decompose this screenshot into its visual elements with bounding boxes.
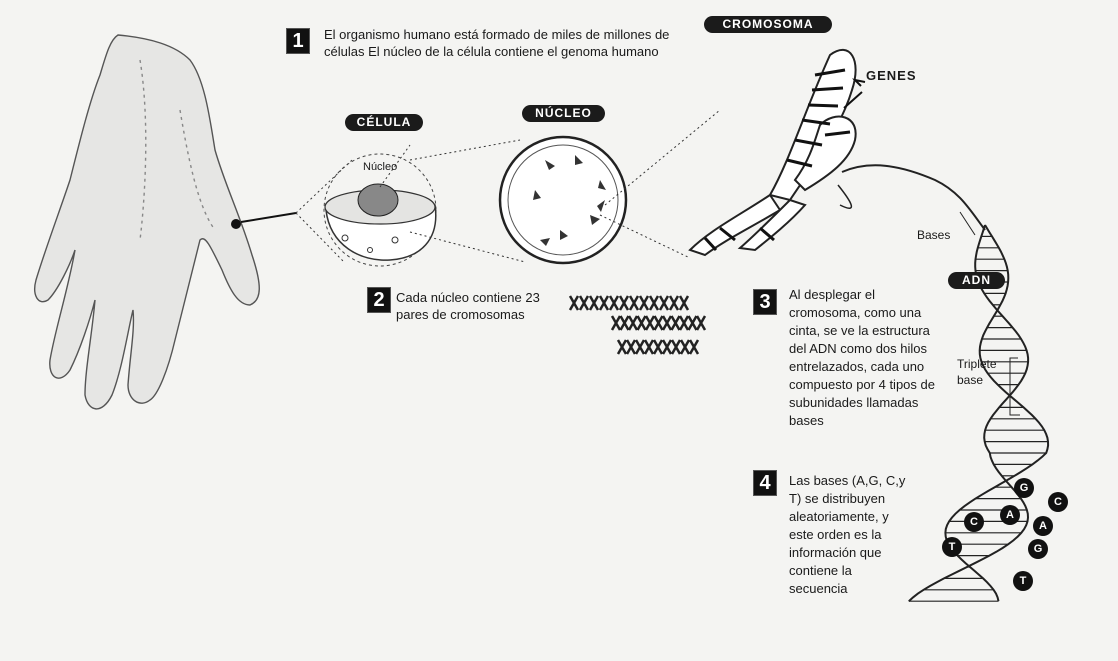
- label-adn: ADN: [948, 272, 1005, 289]
- chromosome-pair: [600, 296, 608, 310]
- base-letter-circle: G: [1014, 478, 1034, 498]
- chromosome-pair: [610, 296, 618, 310]
- label-cromosoma: CROMOSOMA: [704, 16, 832, 33]
- bases-pointer: [960, 212, 975, 235]
- chromosome-illustration: [690, 50, 985, 255]
- chromosome-pair: [636, 340, 644, 354]
- nucleus-illustration: [500, 110, 720, 263]
- step-4-text: Las bases (A,G, C,y T) se distribuyen aleatoriamente, y este orden es la información que contiene la secuencia: [789, 473, 906, 596]
- chromosome-pair: [680, 316, 688, 330]
- chromosome-pair: [620, 296, 628, 310]
- chromosome-pair: [618, 340, 626, 354]
- chromosome-pair: [629, 316, 637, 330]
- hand-point: [231, 219, 241, 229]
- chromosome-pair: [689, 316, 697, 330]
- chromosome-pair: [655, 316, 663, 330]
- cell-illustration: [296, 140, 525, 266]
- label-triplete: Triplete base: [957, 357, 997, 387]
- chromosome-pair: [663, 316, 671, 330]
- chromosome-pair: [640, 296, 648, 310]
- base-letter-circle: G: [1028, 539, 1048, 559]
- chromosome-pair: [680, 296, 688, 310]
- step-3-number: 3: [753, 289, 777, 315]
- chromosome-pair: [646, 316, 654, 330]
- label-nucleo-small: Núcleo: [363, 161, 398, 173]
- chromosome-pair: [580, 296, 588, 310]
- step-1-number: 1: [286, 28, 310, 54]
- chromosome-pair: [697, 316, 705, 330]
- chromosome-pair: [681, 340, 689, 354]
- base-letter-circle: C: [964, 512, 984, 532]
- label-celula: CÉLULA: [345, 114, 423, 131]
- chromosome-pair: [621, 316, 629, 330]
- chromosome-pair: [645, 340, 653, 354]
- chromosome-pair: [663, 340, 671, 354]
- chromosome-pair: [612, 316, 620, 330]
- label-bases: Bases: [917, 228, 951, 242]
- base-letter-circle: T: [942, 537, 962, 557]
- base-letter-circle: C: [1048, 492, 1068, 512]
- chromosome-pair: [570, 296, 578, 310]
- pointer-line: [241, 213, 296, 222]
- label-genes: GENES: [866, 68, 917, 83]
- step-4-number: 4: [753, 470, 777, 496]
- chromosome-pair: [638, 316, 646, 330]
- chromosome-pair: [630, 296, 638, 310]
- chromosome-pair: [590, 296, 598, 310]
- chromosome-pair: [670, 296, 678, 310]
- chromosome-pair: [650, 296, 658, 310]
- chromosome-pair: [660, 296, 668, 310]
- step-1-text: El organismo humano está formado de miles de millones de células El núcleo de la célula contiene el genoma humano: [324, 27, 670, 59]
- chromosome-pair: [654, 340, 662, 354]
- triplete-bracket: [1010, 358, 1020, 415]
- base-letter-circle: T: [1013, 571, 1033, 591]
- chromosome-pair: [627, 340, 635, 354]
- hand-illustration: [35, 35, 260, 409]
- step-2-number: 2: [367, 287, 391, 313]
- base-letter-circle: A: [1000, 505, 1020, 525]
- label-nucleo: NÚCLEO: [522, 105, 605, 122]
- step-2-text: Cada núcleo contiene 23 pares de cromosomas: [396, 290, 540, 322]
- chromosome-pair: [672, 316, 680, 330]
- chromosome-pair: [690, 340, 698, 354]
- base-letter-circle: A: [1033, 516, 1053, 536]
- chromosome-pairs-illustration: [570, 296, 705, 354]
- step-3-text: Al desplegar el cromosoma, como una cinta, se ve la estructura del ADN como dos hilos entrelazados, cada uno compuesto por 4 tipos de subunidades llamadas bases: [789, 287, 935, 428]
- chromosome-pair: [672, 340, 680, 354]
